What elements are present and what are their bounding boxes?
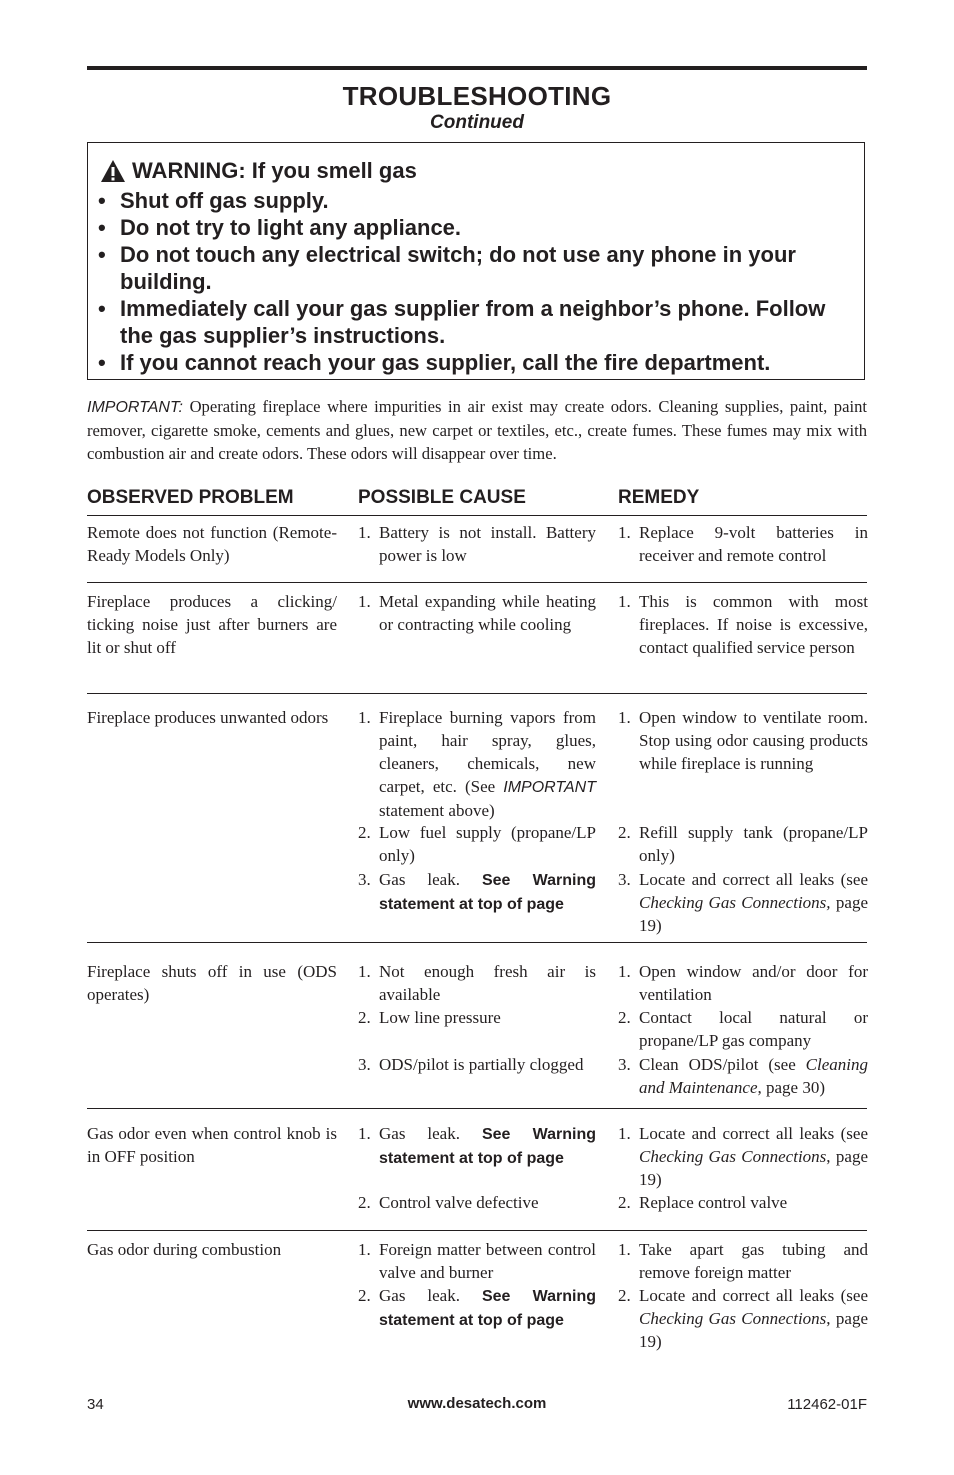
warning-list bbox=[98, 187, 858, 376]
header-rule bbox=[87, 66, 867, 70]
table-rule bbox=[87, 942, 867, 943]
footer-url: www.desatech.com bbox=[407, 1395, 547, 1412]
warning-heading bbox=[100, 158, 417, 184]
important-label: IMPORTANT: bbox=[87, 399, 183, 416]
problem-cell: Fireplace produces a clicking/ ticking noise just after burners are lit or shut off bbox=[87, 592, 337, 657]
problem-cell: Fireplace produces unwanted odors bbox=[87, 708, 329, 727]
document-code: 112462-01F bbox=[787, 1396, 867, 1413]
important-text: Operating fireplace where impurities in air exist may create odors. Cleaning supplies, paint, paint remover, cigarette smoke, cements and glues, new carpet or textiles, etc., create fumes. These fumes may mix with combustion air and create odors. These odors will disappear over time. bbox=[87, 397, 867, 463]
column-header-remedy: REMEDY bbox=[618, 487, 700, 508]
warning-item: • Immediately call your gas supplier from a neighbor’s phone. Follow the gas supplier’s instructions. bbox=[98, 296, 826, 348]
table-rule bbox=[87, 1230, 867, 1231]
table-rule bbox=[87, 693, 867, 694]
problem-cell: Gas odor during combustion bbox=[87, 1240, 282, 1259]
warning-item: • Do not try to light any appliance. bbox=[98, 215, 462, 240]
warning-item: • Shut off gas supply. bbox=[98, 188, 329, 213]
warning-item: • If you cannot reach your gas supplier, call the fire department. bbox=[98, 350, 771, 375]
column-header-problem: OBSERVED PROBLEM bbox=[87, 487, 294, 508]
problem-cell: Fireplace shuts off in use (ODS operates) bbox=[87, 962, 337, 1004]
warning-item: • Do not touch any electrical switch; do not use any phone in your building. bbox=[98, 242, 796, 294]
warning-icon bbox=[100, 159, 126, 183]
table-rule bbox=[87, 1108, 867, 1109]
page-title: TROUBLESHOOTING bbox=[342, 81, 612, 111]
important-note bbox=[87, 395, 867, 465]
page-number: 34 bbox=[87, 1396, 104, 1413]
problem-cell: Remote does not function (Remote-Ready Models Only) bbox=[87, 523, 337, 565]
warning-heading-text: WARNING: If you smell gas bbox=[132, 158, 417, 183]
warning-box bbox=[87, 142, 865, 380]
column-header-cause: POSSIBLE CAUSE bbox=[358, 487, 526, 508]
page-subtitle: Continued bbox=[430, 112, 524, 133]
problem-cell: Gas odor even when control knob is in OFF position bbox=[87, 1124, 337, 1166]
table-rule bbox=[87, 515, 867, 516]
table-rule bbox=[87, 582, 867, 583]
